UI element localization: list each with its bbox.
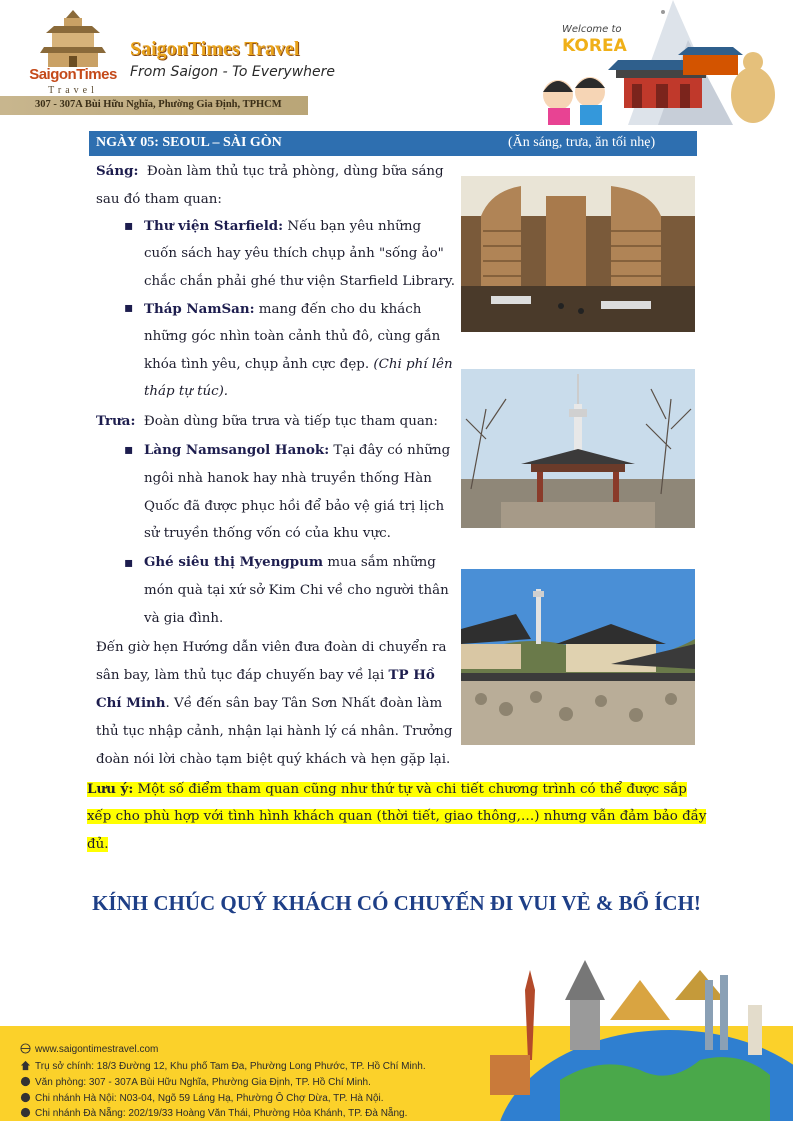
location-icon [20,1092,31,1103]
starfield-title: Thư viện Starfield: [144,218,284,234]
noon-label: Trưa: [96,413,136,429]
namsan-title: Tháp NamSan: [144,301,255,317]
temple-logo-icon [40,8,106,68]
note-line1 [87,776,687,803]
web-icon [20,1043,31,1054]
myengpum-line2: món quà tại xứ sở Kim Chi về cho người thân [144,583,449,598]
brand-name: SaigonTimes Travel [130,38,300,60]
hanok-title: Làng Namsangol Hanok: [144,442,330,458]
address-text: 307 - 307A Bùi Hữu Nghĩa, Phường Gia Định, TPHCM [35,99,282,110]
namsan-line2: những góc nhìn toàn cảnh thủ đô, cùng gắn [144,329,441,344]
korea-illustration [528,0,793,125]
myengpum-line3: và gia đình. [144,611,224,626]
footer-office-text: Văn phòng: 307 - 307A Bùi Hữu Nghĩa, Phường Gia Định, TP. Hồ Chí Minh. [35,1077,371,1088]
day-meals: (Ăn sáng, trưa, ăn tối nhẹ) [508,135,656,150]
world-landmarks-illustration [470,960,793,1121]
morning-intro-line2: sau đó tham quan: [96,192,222,207]
namsan-tower-photo [461,369,695,528]
footer-hq [20,1060,426,1072]
footer-danang-text: Chi nhánh Đà Nẵng: 202/19/33 Hoàng Văn Thái, Phường Hòa Khánh, TP. Đà Nẵng. [35,1108,408,1119]
hanok-village-photo [461,569,695,745]
bullet-icon: ▪ [124,300,134,316]
myengpum-text: mua sắm những [327,555,436,570]
morning-intro-line1 [96,158,444,185]
brand-slogan: From Saigon - To Everywhere [130,64,336,80]
hanok-line2: ngôi nhà hanok hay nhà truyền thống Hàn [144,471,432,486]
footer-hq-text: Trụ sở chính: 18/3 Đường 12, Khu phố Tam Đa, Phường Long Phước, TP. Hồ Chí Minh. [35,1061,426,1072]
list-item [144,437,450,464]
ending-line1: Đến giờ hẹn Hướng dẫn viên đưa đoàn di chuyển ra [96,640,447,655]
namsan-line3-text: khóa tình yêu, chụp ảnh cực đẹp. [144,357,370,372]
location-icon [20,1107,31,1118]
note-text-line2: xếp cho phù hợp với tình hình khách quan (thời tiết, giao thông,…) nhưng vẫn đảm bảo đầy [87,809,707,824]
starfield-line2: cuốn sách hay yêu thích chụp ảnh "sống ảo" [144,246,444,261]
hanok-line3: Quốc đã được phục hồi để bảo vệ giá trị lịch [144,499,445,514]
morning-intro-text: Đoàn làm thủ tục trả phòng, dùng bữa sáng [146,164,444,179]
starfield-line3: chắc chắn phải ghé thư viện Starfield Library. [144,274,455,289]
footer-danang [20,1107,407,1119]
hanok-text: Tại đây có những [333,443,451,458]
hanok-line4: sử truyền thống vốn có của khu vực. [144,526,391,541]
namsan-line3 [144,351,453,378]
company-logo [18,8,128,98]
list-item [144,549,436,576]
namsan-text: mang đến cho du khách [258,302,422,317]
bullet-icon: ▪ [124,218,134,234]
note-line3 [87,831,108,858]
namsan-cost-note-end: tháp tự túc). [144,384,229,399]
ending-line4: thủ tục nhập cảnh, nhận lại hành lý cá nhân. Trưởng [96,724,453,739]
ending-destination-end: Chí Minh [96,695,166,711]
logo-travel-text: Travel [48,85,98,96]
ending-line3 [96,690,442,717]
closing-message: KÍNH CHÚC QUÝ KHÁCH CÓ CHUYẾN ĐI VUI VẺ & BỔ ÍCH! [92,891,701,915]
list-item [144,213,421,240]
bullet-icon: ▪ [124,555,134,571]
namsan-line4 [144,378,228,405]
ending-destination: TP Hồ [388,667,435,683]
noon-intro-text: Đoàn dùng bữa trưa và tiếp tục tham quan: [143,414,438,429]
ending-line2-text: sân bay, làm thủ tục đáp chuyến bay về lại [96,668,385,683]
namsan-cost-note: (Chi phí lên [373,357,453,372]
note-line2 [87,803,706,830]
ending-line2 [96,662,435,689]
korea-text: KOREA [562,36,627,56]
bullet-icon: ▪ [124,442,134,458]
footer-hanoi-text: Chi nhánh Hà Nội: N03-04, Ngõ 59 Láng Hạ, Phường Ô Chợ Dừa, TP. Hà Nội. [35,1093,384,1104]
note-label: Lưu ý: [87,781,134,797]
list-item [144,296,421,323]
location-icon [20,1076,31,1087]
footer-hanoi [20,1092,384,1104]
starfield-text: Nếu bạn yêu những [287,219,422,234]
myengpum-title: Ghé siêu thị Myengpum [144,554,324,570]
ending-line5: đoàn nói lời chào tạm biệt quý khách và hẹn gặp lại. [96,752,451,767]
footer-website-text: www.saigontimestravel.com [35,1044,159,1055]
welcome-text: Welcome to [562,24,622,35]
starfield-library-photo [461,176,695,332]
logo-wordmark: SaigonTimes [29,66,117,83]
footer-website[interactable] [20,1043,158,1055]
home-icon [20,1060,31,1071]
noon-intro [96,408,438,435]
ending-line3-text: . Về đến sân bay Tân Sơn Nhất đoàn làm [165,696,443,711]
morning-label: Sáng: [96,163,139,179]
day-title: NGÀY 05: SEOUL – SÀI GÒN [96,135,282,150]
footer-office [20,1076,371,1088]
note-text-line3: đủ. [87,837,109,852]
note-text: Một số điểm tham quan cũng như thứ tự và chi tiết chương trình có thể được sắp [137,782,687,797]
